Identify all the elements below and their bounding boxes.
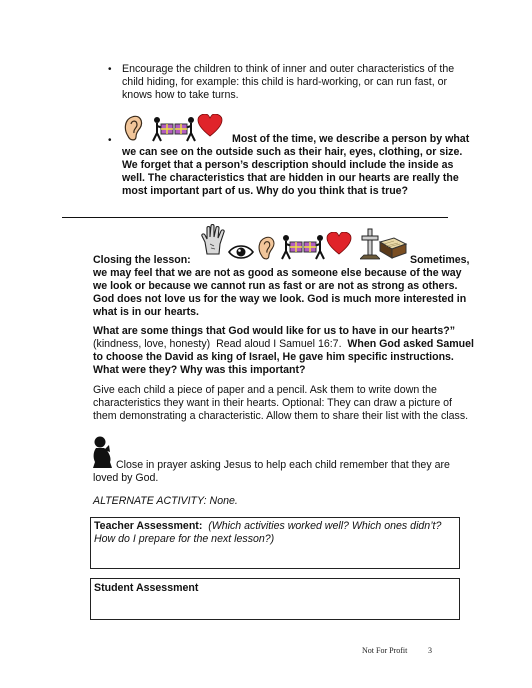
closing-label: Closing the lesson: xyxy=(93,254,191,266)
student-assessment-box[interactable] xyxy=(90,578,460,620)
bullet2-line: we can see on the outside such as their hair, eyes, clothing, or size. xyxy=(122,146,463,158)
footer-text: Not For Profit xyxy=(362,646,408,655)
question-line3: to choose the David as king of Israel, He gave him specific instructions. xyxy=(93,351,454,363)
closing-line: God does not love us for the way we look. God is much more interested in xyxy=(93,293,467,305)
page-number: 3 xyxy=(428,646,432,655)
closing-line: we may feel that we are not as good as someone else because of the way xyxy=(93,267,462,279)
closing-line: we look or because we cannot run as fast or are not as strong as others. xyxy=(93,280,458,292)
alternate-activity: ALTERNATE ACTIVITY: None. xyxy=(93,495,238,507)
prayer-line2: loved by God. xyxy=(93,472,159,484)
bullet2-line: most important part of us. Why do you think that is true? xyxy=(122,185,409,197)
teacher-assessment-prompt1: (Which activities worked well? Which ones didn’t? xyxy=(208,520,442,532)
bullet2-line: We forget that a person’s description should include the inside as xyxy=(122,159,454,171)
eye-icon xyxy=(228,244,254,260)
teacher-assessment-label: Teacher Assessment: xyxy=(94,520,203,532)
teacher-assessment-prompt2: How do I prepare for the next lesson?) xyxy=(94,533,275,545)
closing-line: what is in our hearts. xyxy=(93,306,199,318)
heart-icon xyxy=(326,232,352,256)
bullet2-line: well. The characteristics that are hidden in our hearts are really the xyxy=(122,172,459,184)
cross-icon xyxy=(360,228,380,260)
bullet-marker: • xyxy=(108,64,112,75)
closing-first-line-end: Sometimes, xyxy=(410,254,470,266)
teacher-assessment-box[interactable] xyxy=(90,517,460,569)
bullet1-line3: knows how to take turns. xyxy=(122,89,239,101)
activity-line: Give each child a piece of paper and a pencil. Ask them to write down the xyxy=(93,384,437,396)
question-line4: What were they? Why was this important? xyxy=(93,364,306,376)
teacher-assessment-line1 xyxy=(94,520,441,533)
bullet1-line2: child hiding, for example: this child is hard-working, or can run fast, or xyxy=(122,76,448,88)
hand-icon xyxy=(200,224,226,256)
ear-icon xyxy=(122,114,146,142)
question-line2-bold: When God asked Samuel xyxy=(347,338,474,350)
person-gift-icon xyxy=(278,234,304,260)
activity-line: characteristics they want in their hearts. Optional: They can draw a picture of xyxy=(93,397,452,409)
ear-icon xyxy=(256,234,278,262)
prayer-line1: Close in prayer asking Jesus to help each child remember that they are xyxy=(116,459,450,471)
question-line1: What are some things that God would like for us to have in our hearts?” xyxy=(93,325,455,337)
person-gift-icon xyxy=(173,116,199,142)
student-assessment-label: Student Assessment xyxy=(94,582,199,594)
bullet2-first-line: Most of the time, we describe a person by what xyxy=(232,133,470,145)
bullet-marker: • xyxy=(108,135,112,146)
bullet1-line1: Encourage the children to think of inner and outer characteristics of the xyxy=(122,63,455,75)
person-gift-icon xyxy=(302,234,328,260)
question-line2 xyxy=(93,338,474,351)
activity-line: them demonstrating a characteristic. Allow them to share their list with the class. xyxy=(93,410,469,422)
heart-icon xyxy=(197,114,223,138)
person-gift-icon xyxy=(149,116,175,142)
bible-icon xyxy=(378,236,408,260)
question-line2-normal: (kindness, love, honesty) Read aloud I Samuel 16:7. xyxy=(93,338,348,350)
praying-child-icon xyxy=(90,436,116,470)
section-divider xyxy=(62,217,448,218)
